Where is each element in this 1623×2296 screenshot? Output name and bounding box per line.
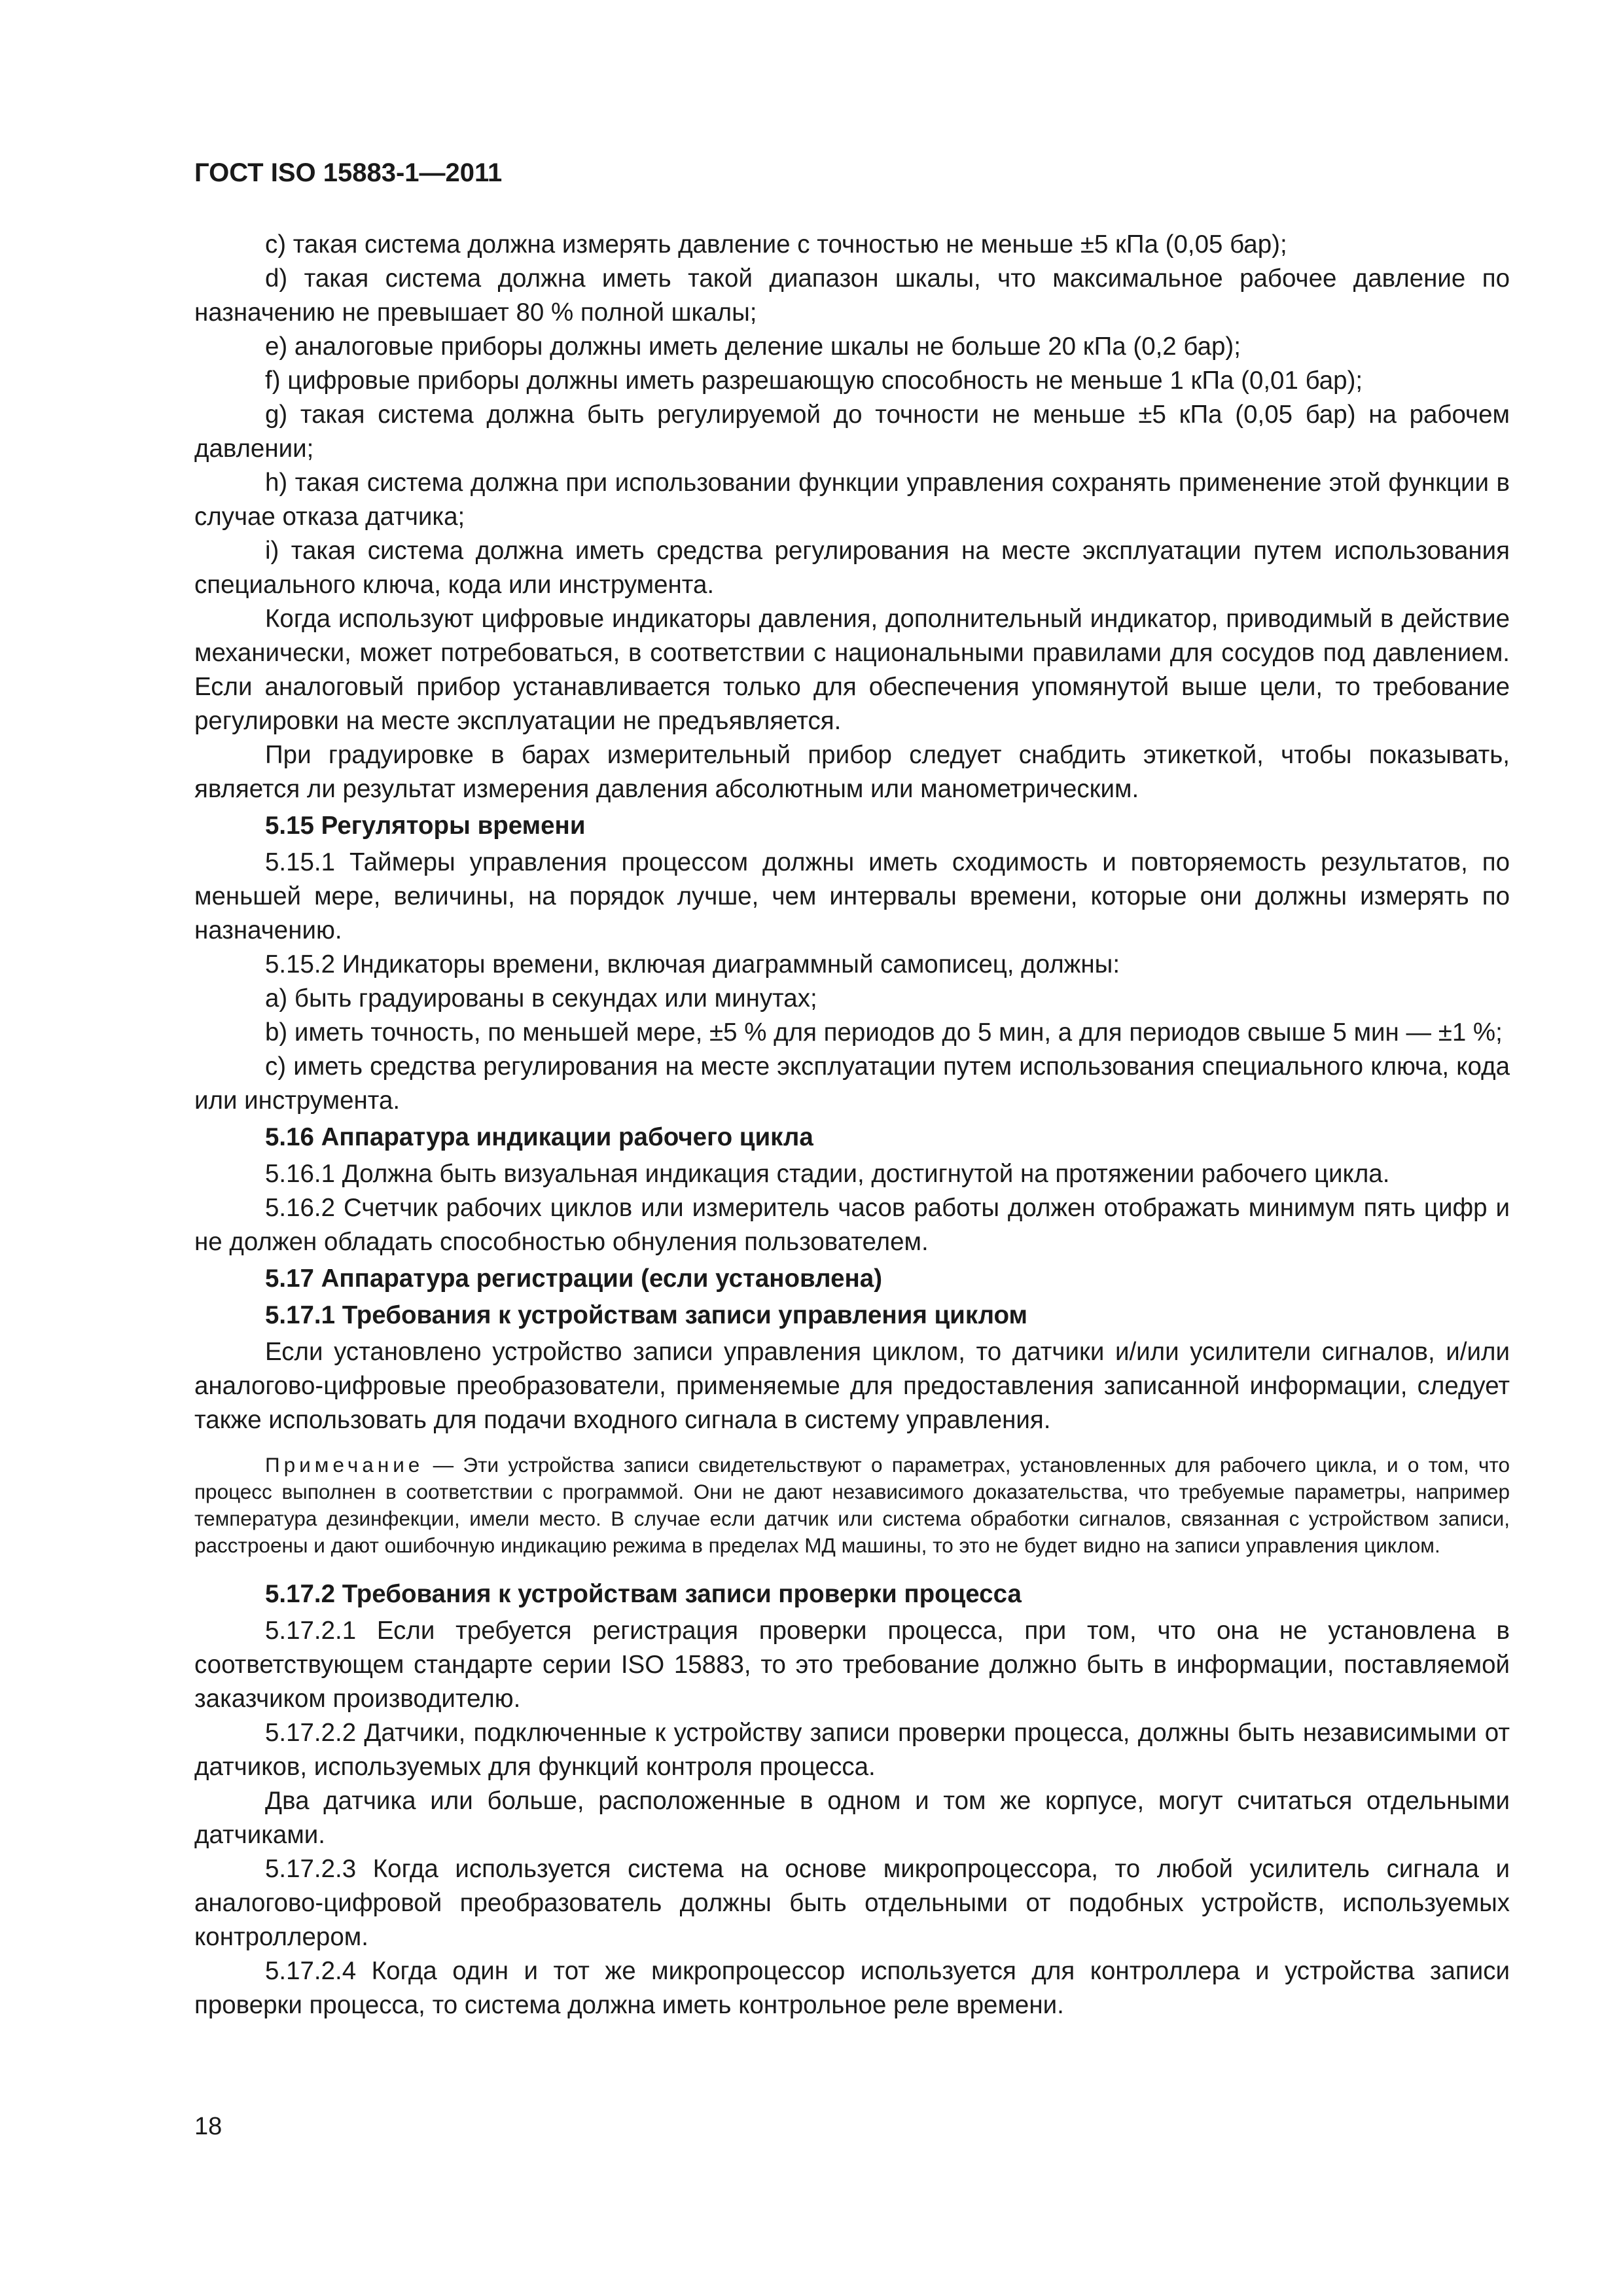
clause-5-17-2-3: 5.17.2.3 Когда используется система на основе микропроцессора, то любой усилитель сигнала и аналогово-цифровой преобразователь должны быть отдельными от подобных устройств, используемых контроллером. (194, 1855, 1510, 1951)
subsection-heading-5-17-2: 5.17.2 Требования к устройствам записи проверки процесса (265, 1580, 1022, 1608)
clause-5-17-1-text: Если установлено устройство записи управления циклом, то датчики и/или усилители сигналов, и/или аналогово-цифровые преобразователи, применяемые для предоставления записанной информации, следует также использовать для подачи входного сигнала в систему управления. (194, 1338, 1510, 1434)
clause-5-17-2-2: 5.17.2.2 Датчики, подключенные к устройству записи проверки процесса, должны быть независимыми от датчиков, используемых для функций контроля процесса. (194, 1719, 1510, 1781)
list-item-a: a) быть градуированы в секундах или минутах; (265, 984, 817, 1013)
section-heading-5-16: 5.16 Аппаратура индикации рабочего цикла (265, 1123, 813, 1151)
list-item-e: е) аналоговые приборы должны иметь деление шкалы не больше 20 кПа (0,2 бар); (265, 332, 1241, 361)
list-item-g: g) такая система должна быть регулируемой до точности не меньше ±5 кПа (0,05 бар) на рабочем давлении; (194, 401, 1510, 463)
subsection-heading-5-17-1: 5.17.1 Требования к устройствам записи управления циклом (265, 1301, 1028, 1329)
list-item-c: с) такая система должна измерять давление с точностью не меньше ±5 кПа (0,05 бар); (265, 230, 1287, 259)
section-heading-5-17: 5.17 Аппаратура регистрации (если установлена) (265, 1265, 883, 1293)
page-number: 18 (194, 2113, 223, 2140)
note-label: Примечание (265, 1453, 424, 1477)
document-page (194, 157, 1510, 2022)
list-item-d: d) такая система должна иметь такой диапазон шкалы, что максимальное рабочее давление по назначению не превышает 80 % полной шкалы; (194, 264, 1510, 327)
clause-5-15-2: 5.15.2 Индикаторы времени, включая диаграммный самописец, должны: (265, 950, 1120, 978)
clause-5-17-2-4: 5.17.2.4 Когда один и тот же микропроцессор используется для контроллера и устройства записи проверки процесса, то система должна иметь контрольное реле времени. (194, 1957, 1510, 2019)
paragraph-digital-indicators: Когда используют цифровые индикаторы давления, дополнительный индикатор, приводимый в действие механически, может потребоваться, в соответствии с национальными правилами для сосудов под давлением. Если аналоговый прибор устанавливается только для обеспечения упомянутой выше цели, то требование регулировки на месте эксплуатации не предъявляется. (194, 605, 1510, 735)
list-item-f: f) цифровые приборы должны иметь разрешающую способность не меньше 1 кПа (0,01 бар); (265, 367, 1363, 395)
list-item-h: h) такая система должна при использовании функции управления сохранять применение этой функции в случае отказа датчика; (194, 469, 1510, 531)
note-text: — Эти устройства записи свидетельствуют о параметрах, установленных для рабочего цикла, и о том, что процесс выполнен в соответствии с программой. Они не дают независимого доказательства, что требуемые параметры, например температура дезинфекции, имели место. В случае если датчик или система обработки сигналов, связанная с устройством записи, расстроены и дают ошибочную индикацию режима в пределах МД машины, то это не будет видно на записи управления циклом. (194, 1453, 1510, 1557)
list-item-b: b) иметь точность, по меньшей мере, ±5 % для периодов до 5 мин, а для периодов свыше 5 мин — ±1 %; (265, 1018, 1503, 1047)
list-item-c-2: c) иметь средства регулирования на месте эксплуатации путем использования специального ключа, кода или инструмента. (194, 1052, 1510, 1115)
clause-5-17-2-1: 5.17.2.1 Если требуется регистрация проверки процесса, при том, что она не установлена в соответствующем стандарте серии ISO 15883, то это требование должно быть в информации, поставляемой заказчиком производителю. (194, 1617, 1510, 1713)
clause-5-16-1: 5.16.1 Должна быть визуальная индикация стадии, достигнутой на протяжении рабочего цикла. (265, 1160, 1390, 1188)
document-header: ГОСТ ISO 15883-1—2011 (194, 158, 503, 187)
list-item-i: i) такая система должна иметь средства регулирования на месте эксплуатации путем использования специального ключа, кода или инструмента. (194, 537, 1510, 599)
paragraph-bar-calibration: При градуировке в барах измерительный прибор следует снабдить этикеткой, чтобы показывать, является ли результат измерения давления абсолютным или манометрическим. (194, 741, 1510, 803)
section-heading-5-15: 5.15 Регуляторы времени (265, 812, 586, 840)
paragraph-two-sensors: Два датчика или больше, расположенные в одном и том же корпусе, могут считаться отдельными датчиками. (194, 1787, 1510, 1849)
clause-5-16-2: 5.16.2 Счетчик рабочих циклов или измеритель часов работы должен отображать минимум пять цифр и не должен обладать способностью обнуления пользователем. (194, 1194, 1510, 1256)
clause-5-15-1: 5.15.1 Таймеры управления процессом должны иметь сходимость и повторяемость результатов, по меньшей мере, величины, на порядок лучше, чем интервалы времени, которые они должны измерять по назначению. (194, 848, 1510, 944)
note (194, 1452, 1510, 1559)
